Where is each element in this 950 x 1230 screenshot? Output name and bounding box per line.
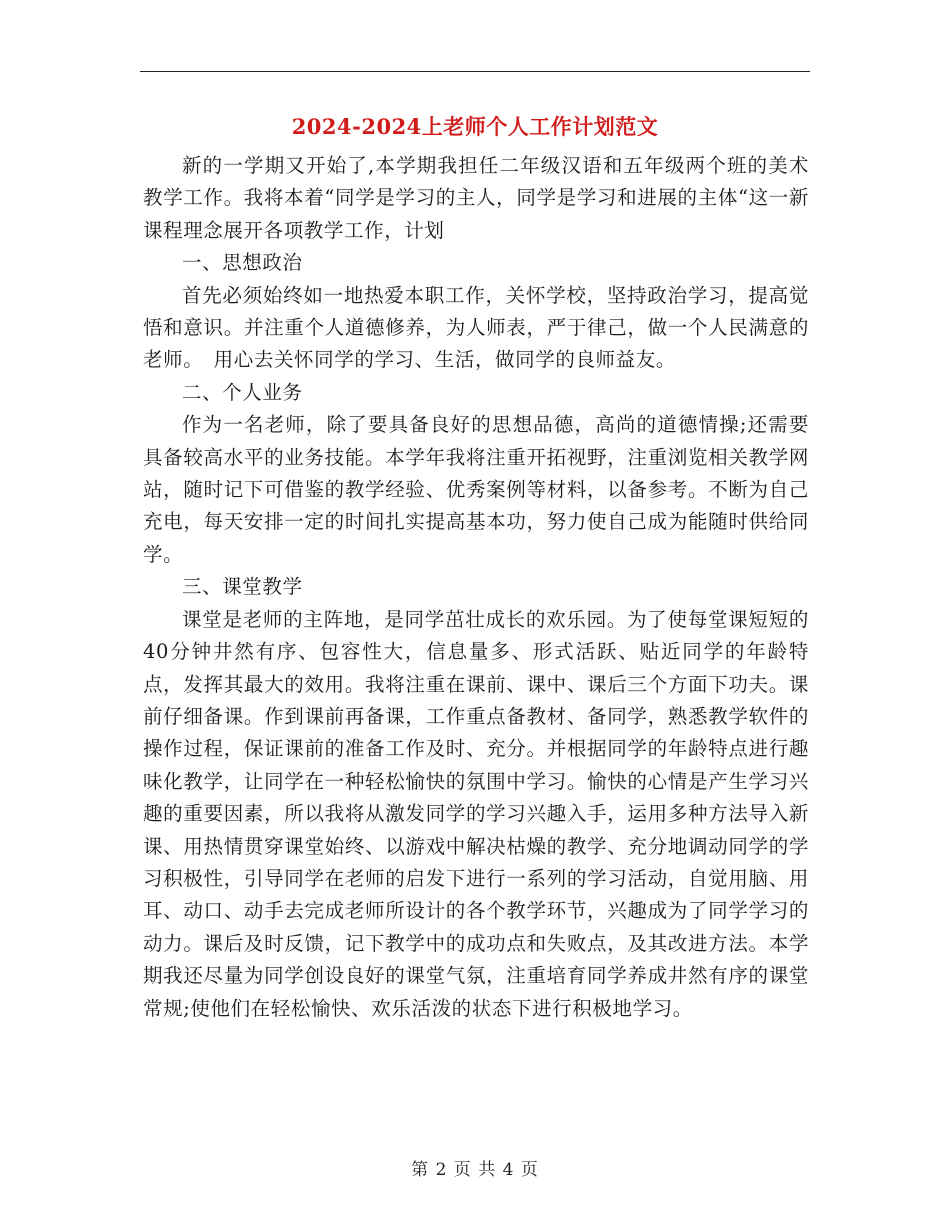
section-heading-1: 一、思想政治 [182, 251, 303, 275]
header-rule [140, 71, 810, 72]
section-heading-3: 三、课堂教学 [182, 575, 303, 599]
paragraph-classroom: 课堂是老师的主阵地，是同学茁壮成长的欢乐园。为了使每堂课短短的40分钟井然有序、包容性大，信息量多、形式活跃、贴近同学的年龄特点，发挥其最大的效用。我将注重在课前、课中、课后三个方面下功夫。课前仔细备课。作到课前再备课，工作重点备教材、备同学，熟悉教学软件的操作过程，保证课前的准备工作及时、充分。并根据同学的年龄特点进行趣味化教学，让同学在一种轻松愉快的氛围中学习。愉快的心情是产生学习兴趣的重要因素，所以我将从激发同学的学习兴趣入手，运用多种方法导入新课、用热情贯穿课堂始终、以游戏中解决枯燥的教学、充分地调动同学的学习积极性，引导同学在老师的启发下进行一系列的学习活动，自觉用脑、用耳、动口、动手去完成老师所设计的各个教学环节，兴趣成为了同学学习的动力。课后及时反馈，记下教学中的成功点和失败点，及其改进方法。本学期我还尽量为同学创设良好的课堂气氛，注重培育同学养成井然有序的课堂常规;使他们在轻松愉快、欢乐活泼的状态下进行积极地学习。 [143, 607, 809, 1020]
paragraph-business: 作为一名老师，除了要具备良好的思想品德，高尚的道德情操;还需要具备较高水平的业务技能。本学年我将注重开拓视野，注重浏览相关教学网站，随时记下可借鉴的教学经验、优秀案例等材料，以备参考。不断为自己充电，每天安排一定的时间扎实提高基本功，努力使自己成为能随时供给同学。 [143, 413, 809, 566]
paragraph-politics: 首先必须始终如一地热爱本职工作，关怀学校，坚持政治学习，提高觉悟和意识。并注重个人道德修养，为人师表，严于律己，做一个人民满意的老师。 用心去关怀同学的学习、生活，做同学的良师益友。 [143, 283, 809, 372]
document-title: 2024-2024上老师个人工作计划范文 [291, 114, 659, 139]
section-heading-2: 二、个人业务 [182, 380, 303, 404]
document-body [143, 150, 809, 1025]
paragraph-intro: 新的一学期又开始了,本学期我担任二年级汉语和五年级两个班的美术教学工作。我将本着“同学是学习的主人，同学是学习和进展的主体“这一新课程理念展开各项教学工作，计划 [143, 154, 809, 242]
page-number-footer: 第 2 页 共 4 页 [411, 1160, 539, 1180]
